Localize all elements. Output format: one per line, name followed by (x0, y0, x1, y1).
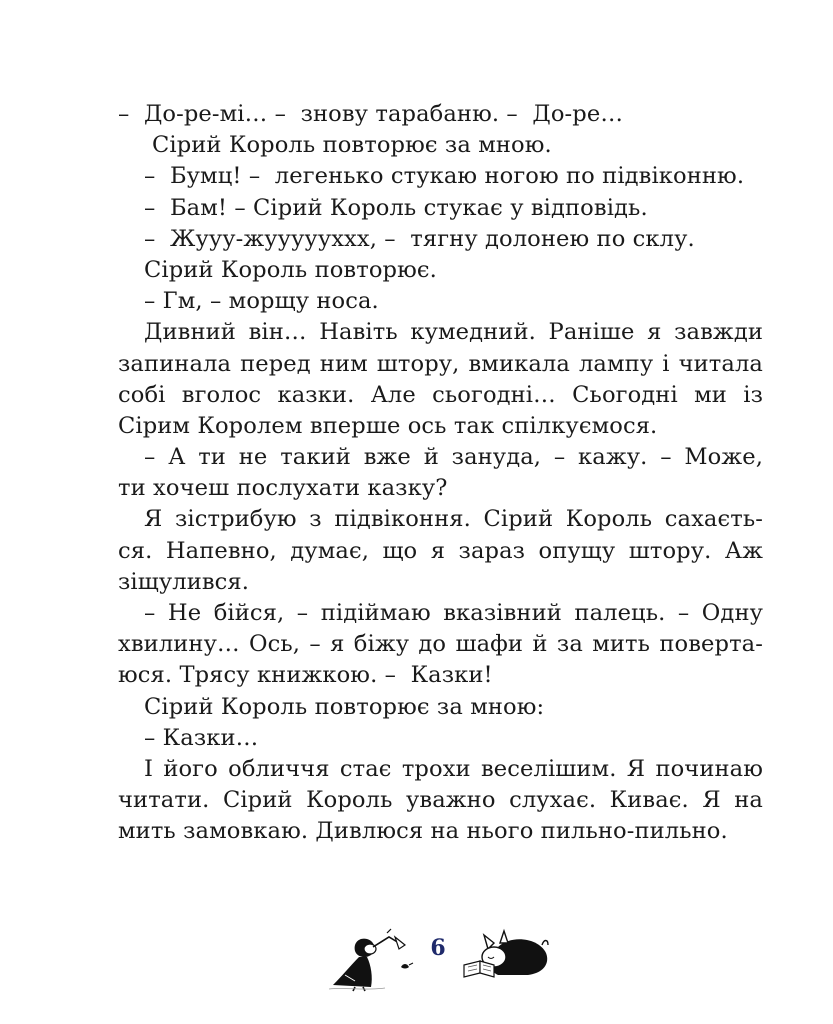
text-line: – Бам! – Сірий Король стукає у відповідь. (144, 194, 648, 221)
text-line: хвилину… Ось, – я біжу до шафи й за мить поверта- (118, 631, 763, 658)
text-line: Сірий Король повторює за мною: (144, 693, 545, 720)
sleeping-cat-with-book-illustration-icon (458, 927, 554, 981)
text-line: мить замовкаю. Дивлюся на нього пильно-пильно. (118, 818, 728, 845)
text-line: – А ти не такий вже й зануда, – кажу. – Може, (144, 444, 763, 471)
text-line: І його обличчя стає трохи веселішим. Я починаю (144, 755, 763, 782)
text-line: юся. Трясу книжкою. – Казки! (118, 662, 493, 689)
page-number: 6 (430, 935, 446, 961)
text-line: – Жууу-жуууууххх, – тягну долонею по склу. (144, 225, 695, 252)
text-line: – Казки… (144, 724, 259, 751)
body-text (118, 99, 763, 848)
girl-with-cat-illustration-icon (325, 925, 425, 993)
text-line: – Не бійся, – підіймаю вказівний палець. – Одну (144, 600, 763, 626)
text-line: читати. Сірий Король уважно слухає. Киває. Я на (118, 787, 763, 814)
text-line: ти хочеш послухати казку? (118, 475, 448, 502)
text-line: Сірим Королем вперше ось так спілкуємося. (118, 412, 658, 439)
text-line: Сірий Король повторює за мною. (152, 132, 552, 159)
page-footer (0, 915, 833, 1005)
text-line: собі вголос казки. Але сьогодні… Сьогодні ми із (118, 381, 763, 408)
text-line: – Гм, – морщу носа. (144, 288, 379, 315)
text-line: – Бумц! – легенько стукаю ногою по підвіконню. (144, 163, 745, 190)
text-line: зіщулився. (118, 568, 250, 595)
text-line: ся. Напевно, думає, що я зараз опущу штору. Аж (118, 537, 763, 564)
text-line: Дивний він… Навіть кумедний. Раніше я завжди (144, 319, 763, 346)
text-line: Сірий Король повторює. (144, 256, 437, 283)
text-line: – До-ре-мі… – знову тарабаню. – До-ре… (118, 101, 624, 127)
text-line: запинала перед ним штору, вмикала лампу і читала (118, 350, 763, 377)
text-line: Я зістрибую з підвіконня. Сірий Король сахаєть- (144, 506, 763, 533)
